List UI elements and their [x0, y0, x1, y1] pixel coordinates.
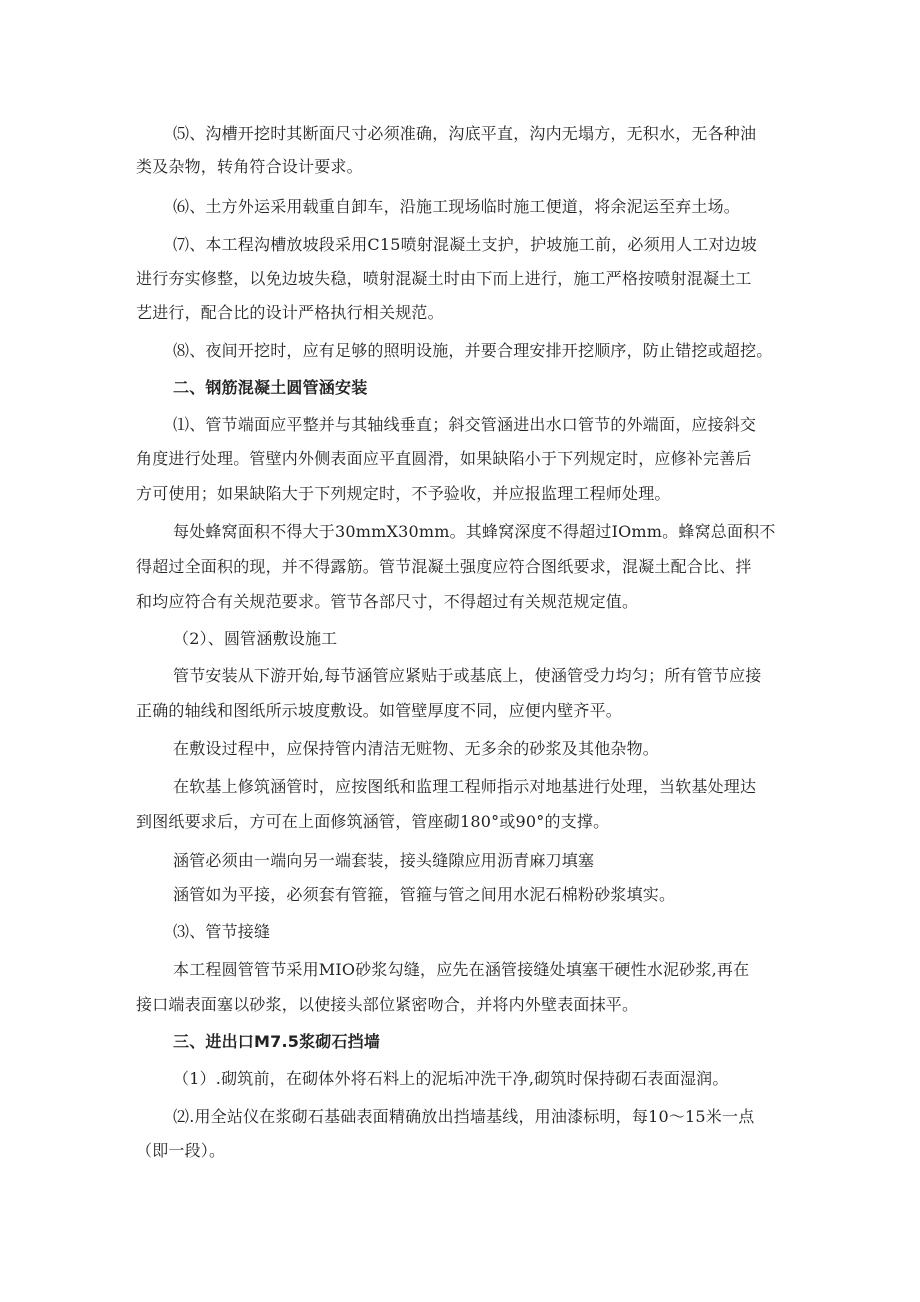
sleeve-assembly: 涵管必须由一端向另一端套装，接头缝隙应用沥青麻刀填塞: [173, 851, 595, 870]
paragraph-8: ⑻、夜间开挖时，应有足够的照明设施，并要合理安排开挖顺序，防止错挖或超挖。: [173, 341, 773, 360]
section-heading-3: 三、进出口M7.5浆砌石挡墙: [173, 1032, 381, 1051]
paragraph-6: ⑹、土方外运采用载重自卸车，沿施工现场临时施工便道，将余泥运至弃土场。: [173, 197, 741, 216]
paragraph-5-line-1: ⑸、沟槽开挖时其断面尺寸必须准确，沟底平直，沟内无塌方，无积水，无各种油: [173, 124, 757, 143]
item-1-line-1: ⑴、管节端面应平整并与其轴线垂直；斜交管涵进出水口管节的外端面，应接斜交: [173, 415, 757, 434]
item-1-line-3: 方可使用；如果缺陷大于下列规定时，不予验收，并应报监理工程师处理。: [136, 484, 671, 503]
joint-line-1: 本工程圆管管节采用MIO砂浆勾缝，应先在涵管接缝处填塞干硬性水泥砂浆,再在: [173, 960, 750, 979]
softbase-line-2: 到图纸要求后，方可在上面修筑涵管，管座砌180°或90°的支撑。: [136, 812, 610, 831]
honeycomb-line-2: 得超过全面积的现，并不得露筋。管节混凝土强度应符合图纸要求，混凝土配合比、拌: [136, 557, 752, 576]
paragraph-7-line-1: ⑺、本工程沟槽放坡段采用C15喷射混凝土支护，护坡施工前，必须用人工对边坡: [173, 235, 758, 254]
laying-clean: 在敷设过程中，应保持管内清洁无赃物、无多余的砂浆及其他杂物。: [173, 739, 660, 758]
honeycomb-line-1: 每处蜂窝面积不得大于30mmX30mm。其蜂窝深度不得超过IOmm。蜂窝总面积不: [173, 522, 776, 541]
subheading-3: ⑶、管节接缝: [173, 922, 271, 941]
wall-item-1: （1）.砌筑前，在砌体外将石料上的泥垢冲洗干净,砌筑时保持砌石表面湿润。: [173, 1069, 729, 1088]
joint-line-2: 接口端表面塞以砂浆，以使接头部位紧密吻合，并将内外壁表面抹平。: [136, 995, 639, 1014]
paragraph-7-line-2: 进行夯实修整，以免边坡失稳，喷射混凝土时由下而上进行，施工严格按喷射混凝土工: [136, 269, 752, 288]
softbase-line-1: 在软基上修筑涵管时，应按图纸和监理工程师指示对地基进行处理，当软基处理达: [173, 777, 757, 796]
section-heading-2: 二、钢筋混凝土圆管涵安装: [173, 378, 368, 397]
item-1-line-2: 角度进行处理。管壁内外侧表面应平直圆滑，如果缺陷小于下列规定时，应修补完善后: [136, 449, 752, 468]
laying-line-1: 管节安装从下游开始,每节涵管应紧贴于或基底上，使涵管受力均匀；所有管节应接: [173, 666, 762, 685]
subheading-2: （2）、圆管涵敷设施工: [173, 629, 338, 648]
laying-line-2: 正确的轴线和图纸所示坡度敷设。如管壁厚度不同，应便内壁齐平。: [136, 701, 623, 720]
paragraph-7-line-3: 艺进行，配合比的设计严格执行相关规范。: [136, 303, 444, 322]
wall-item-2-line-2: （即一段）。: [136, 1141, 226, 1160]
flat-joint: 涵管如为平接，必须套有管箍，管箍与管之间用水泥石棉粉砂浆填实。: [173, 885, 676, 904]
wall-item-2-line-1: ⑵.用全站仪在浆砌石基础表面精确放出挡墙基线，用油漆标明，每10〜15米一点: [173, 1107, 755, 1126]
honeycomb-line-3: 和均应符合有关规范要求。管节各部尺寸，不得超过有关规范规定值。: [136, 592, 639, 611]
paragraph-5-line-2: 类及杂物，转角符合设计要求。: [136, 157, 363, 176]
